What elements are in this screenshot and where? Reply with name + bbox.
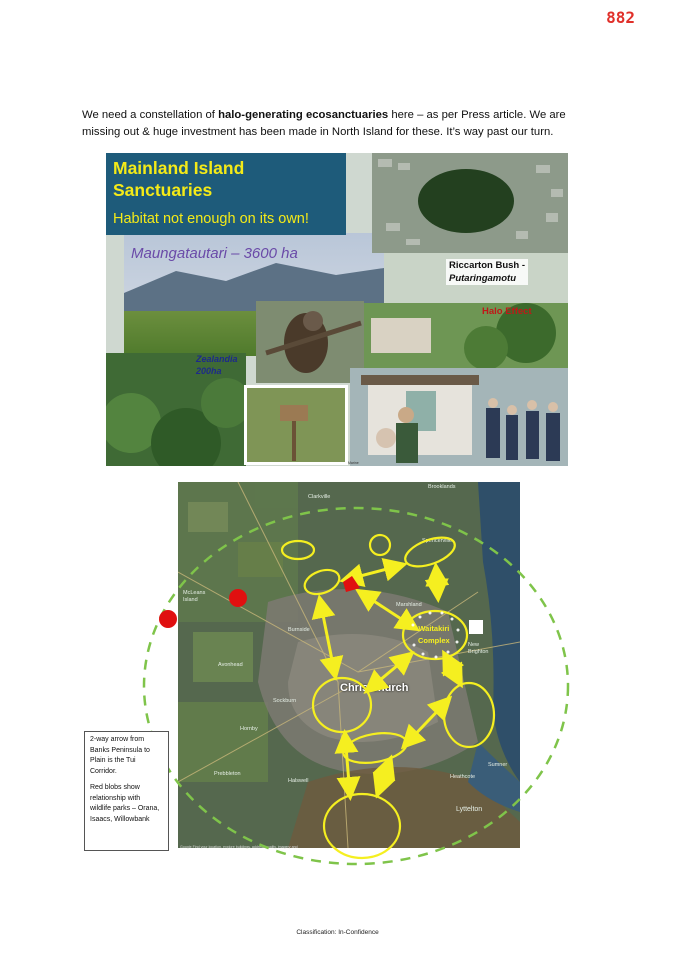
zealandia-label [196,353,238,377]
intro-paragraph [82,107,602,141]
maungatautari-label: Maungatautari – 3600 ha [131,245,298,262]
map-label-halswell: Halswell [288,778,309,784]
intro-text-2: here – as per Press article. We are missing out & huge investment has been made in North Island for these. It’s way past our turn. [82,109,566,138]
halo-house [371,318,431,353]
christchurch-map [178,482,520,848]
map-label-sockburn: Sockburn [273,698,297,704]
riccarton-label [446,259,528,285]
page-number: 882 [606,8,635,27]
legend-tui-corridor: 2-way arrow from Banks Peninsula to Plain is the Tui Corridor. [90,736,150,775]
waitakiri-line1: Waitakiri [418,624,450,633]
legend-red-blobs: Red blobs show relationship with wildlife parks – Orana, Isaacs, Willowbank [90,784,160,823]
map-label-christchurch: Christchurch [340,682,409,694]
map-legend-box [84,731,169,851]
map-attribution: Google Find your location, explore buildings, address quality, imagery and [180,845,298,849]
map-label-brooklands: Brooklands [428,484,456,490]
map-label-lyttelton: Lyttelton [456,806,483,813]
map-label-marshland: Marshland [396,602,422,608]
map-label-heathcote: Heathcote [450,774,476,780]
collage-title-line1: Mainland Island [113,158,245,178]
map-label-prebbleton: Prebbleton [214,771,241,777]
collage-tiny-caption: Marine [348,461,359,465]
map-label-burnside: Burnside [288,627,310,633]
intro-bold-text: halo-generating ecosanctuaries [218,109,389,121]
map-label-clarkville: Clarkville [308,494,331,500]
zealandia-line2: 200ha [196,366,222,376]
red-blob-willowbank [159,610,177,628]
collage-title [113,157,244,201]
map-label-new-brighton: New Brighton [468,642,489,655]
map-label-avonhead: Avonhead [218,662,243,668]
title-box [106,153,346,235]
zealandia-line1: Zealandia [196,354,238,364]
map-label-mclean-island: McLeans Island [183,590,206,603]
halo-effect-label: Halo Effect [482,306,532,317]
intro-text-1: We need a constellation of [82,109,219,121]
sanctuary-collage [106,153,568,466]
map-label-sumner: Sumner [488,762,508,768]
riccarton-bush-forest [418,169,514,233]
waitakiri-label [418,623,450,647]
waitakiri-line2: Complex [418,636,450,645]
classification-footer: Classification: In-Confidence [296,929,379,936]
riccarton-line2: Putaringamotu [449,273,517,284]
riccarton-line1: Riccarton Bush - [449,260,526,271]
map-label-spencerville: Spencerville [422,538,452,544]
collage-subtitle: Habitat not enough on its own! [113,211,309,227]
collage-title-line2: Sanctuaries [113,180,213,200]
map-label-hornby: Hornby [240,726,258,732]
